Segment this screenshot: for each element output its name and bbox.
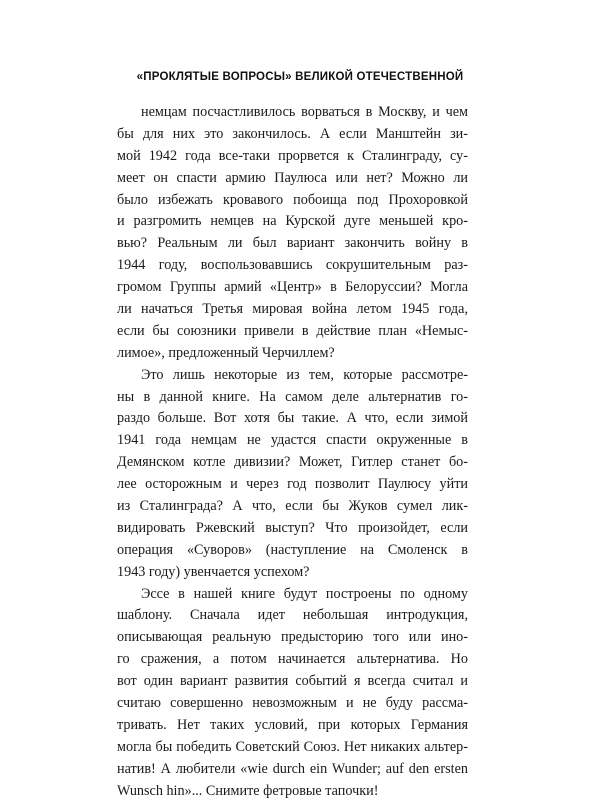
text-line: бы для них это закончилось. А если Манштейн зи-	[117, 125, 468, 142]
text-line: немцам посчастливилось ворваться в Москву, и чем	[141, 104, 468, 120]
text-line: видировать Ржевский выступ? Что произойдет, если	[117, 519, 468, 536]
paragraph	[117, 584, 468, 803]
paragraph	[117, 365, 468, 584]
text-line: тривать. Нет таких условий, при которых Германия	[117, 716, 468, 733]
text-line: было избежать кровавого побоища под Прохоровкой	[117, 191, 468, 208]
text-line: меет он спасти армию Паулюса или нет? Можно ли	[117, 169, 468, 186]
text-line: ны в данной книге. На самом деле альтернатив го-	[117, 388, 468, 405]
text-line: Wunsch hin»... Снимите фетровые тапочки!	[117, 782, 379, 799]
text-line: громом Группы армий «Центр» в Белоруссии? Могла	[117, 279, 468, 296]
text-line: шаблону. Сначала идет небольшая интродукция,	[117, 607, 468, 624]
running-head: «ПРОКЛЯТЫЕ ВОПРОСЫ» ВЕЛИКОЙ ОТЕЧЕСТВЕННОЙ	[136, 71, 464, 83]
text-line: и разгромить немцев на Курской дуге меньшей кро-	[117, 213, 468, 230]
text-line: операция «Суворов» (наступление на Смоленск в	[117, 541, 468, 558]
text-line: 1944 году, воспользовавшись сокрушительным раз-	[117, 257, 468, 274]
text-line: Демянском котле дивизии? Может, Гитлер станет бо-	[117, 454, 468, 471]
text-line: считаю совершенно невозможным и не буду рассма-	[117, 695, 468, 712]
text-line: Это лишь некоторые из тем, которые рассмотре-	[141, 366, 468, 383]
body-text	[117, 102, 468, 803]
text-line: Эссе в нашей книге будут построены по одному	[141, 585, 468, 602]
text-line: мой 1942 года все-таки прорвется к Сталинграду, су-	[117, 147, 468, 164]
text-line: лее осторожным и через год позволит Паулюсу уйти	[117, 476, 468, 493]
paragraph	[117, 102, 468, 365]
text-line: 1941 года немцам не удастся спасти окруженные в	[117, 432, 468, 449]
text-line: если бы союзники привели в действие план «Немыс-	[117, 322, 468, 339]
text-line: натив! А любители «wie durch ein Wunder; auf den ersten	[117, 760, 468, 777]
text-line: вью? Реальным ли был вариант закончить войну в	[117, 235, 468, 252]
text-line: из Сталинграда? А что, если бы Жуков сумел лик-	[117, 498, 468, 515]
text-line: могла бы победить Советский Союз. Нет никаких альтер-	[117, 738, 468, 755]
text-line: раздо больше. Вот хотя бы такие. А что, если зимой	[117, 410, 468, 427]
text-line: лимое», предложенный Черчиллем?	[117, 344, 335, 361]
text-line: ли начаться Третья мировая война летом 1945 года,	[117, 301, 468, 318]
text-line: го сражения, а потом начинается альтернатива. Но	[117, 651, 468, 668]
text-line: описывающая реальную предысторию того или ино-	[117, 629, 468, 646]
text-line: вот один вариант развития событий я всегда считал и	[117, 673, 468, 690]
text-line: 1943 году) увенчается успехом?	[117, 563, 310, 580]
